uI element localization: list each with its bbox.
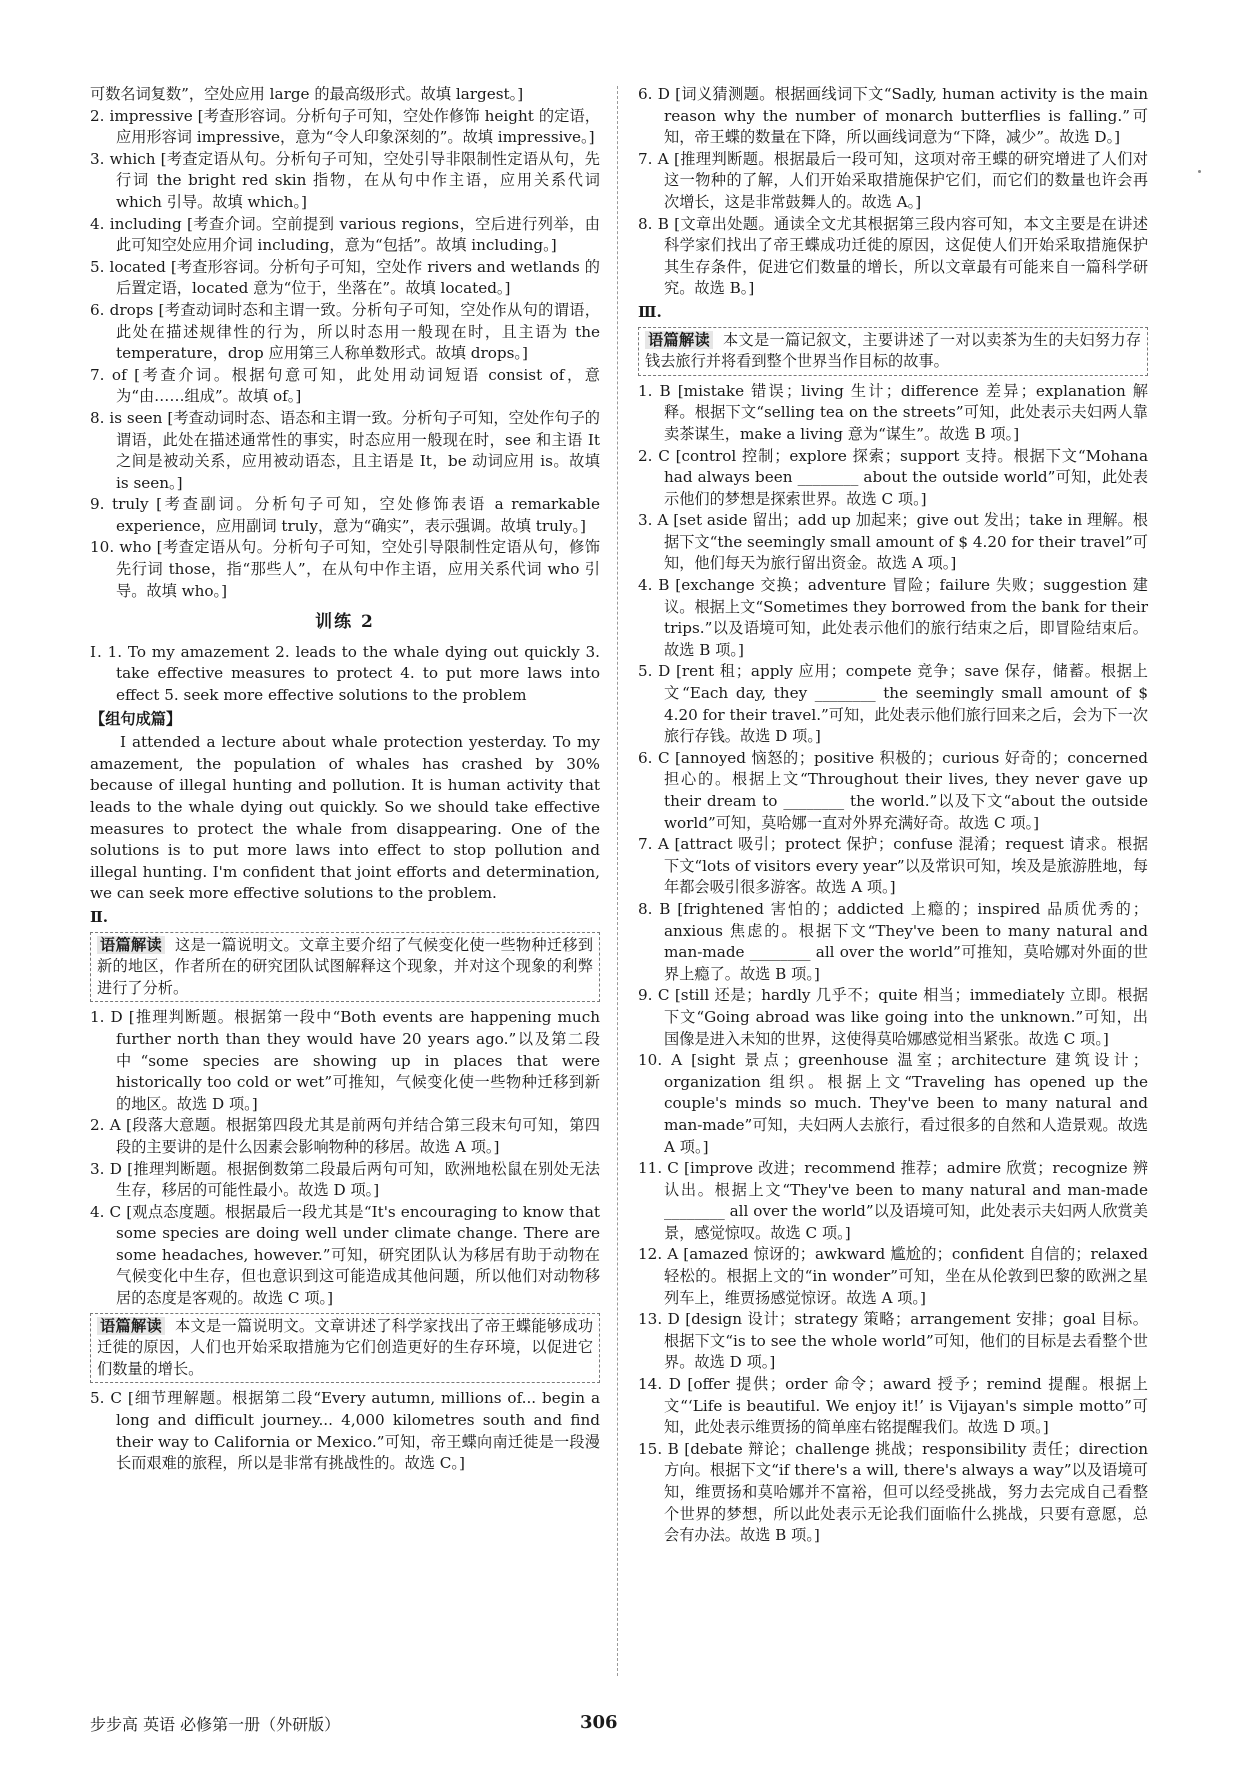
section-1-answers: Ⅰ. 1. To my amazement 2. leads to the whale dying out quickly 3. take effective measures to protect 4. to put more laws into effect 5. seek more effective solutions to the problem xyxy=(90,642,600,705)
reading-analysis-text: 本文是一篇说明文。文章讲述了科学家找出了帝王蝶能够成功迁徙的原因，人们也开始采取措施为它们创造更好的生存环境，以促进它们数量的增长。 xyxy=(97,1316,594,1378)
reading-analysis-tag: 语篇解读 xyxy=(97,936,165,954)
answer-item: 3. A [set aside 留出；add up 加起来；give out 发出；take in 理解。根据下文“the seemingly small amount of $ 4.20 for their travel”可知，他们每天为旅行留出资金。故选 A 项。] xyxy=(638,511,1148,573)
answer-item: 9. truly [考查副词。分析句子可知，空处修饰表语 a remarkable experience，应用副词 truly，意为“确实”，表示强调。故填 truly。] xyxy=(90,495,600,535)
answer-item: 6. drops [考查动词时态和主谓一致。分析句子可知，空处作从句的谓语，此处在描述规律性的行为，所以时态用一般现在时，且主语为 the temperature，drop 应用第三人称单数形式。故填 drops。] xyxy=(90,300,600,363)
answer-item: 5. located [考查形容词。分析句子可知，空处作 rivers and wetlands 的后置定语，located 意为“位于，坐落在”。故填 located。] xyxy=(90,257,600,298)
reading-analysis-tag: 语篇解读 xyxy=(645,331,713,349)
answer-item: 5. D [rent 租；apply 应用；compete 竞争；save 保存，储蓄。根据上文“Each day, they ________ the seemingly small amount of $ 4.20 for their travel.”可知，此处表示他们旅行回来之后，会为下一次旅行存钱。故选 D 项。] xyxy=(638,662,1148,746)
answer-item: 10. who [考查定语从句。分析句子可知，空处引导限制性定语从句，修饰先行词 those，指“那些人”，在从句中作主语，应用关系代词 who 引导。故填 who。] xyxy=(90,538,600,600)
roman-numeral-iii: Ⅲ. xyxy=(638,302,662,321)
margin-mark xyxy=(1198,170,1201,173)
answer-item: 5. C [细节理解题。根据第二段“Every autumn, millions of... begin a long and difficult journey... 4,000 kilometres south and find their way to California or Mexico.”可知，帝王蝶向南迁徙是一段漫长而艰难的旅程，所以是非常有挑战性的。故选 C。] xyxy=(90,1389,600,1473)
answer-continuation: 可数名词复数”，空处应用 large 的最高级形式。故填 largest。] xyxy=(90,85,524,103)
page-number: 306 xyxy=(580,1712,618,1733)
answer-item: 2. A [段落大意题。根据第四段尤其是前两句并结合第三段末句可知，第四段的主要讲的是什么因素会影响物种的移居。故选 A 项。] xyxy=(90,1116,600,1156)
answer-item: 12. A [amazed 惊讶的；awkward 尴尬的；confident 自信的；relaxed 轻松的。根据上文的“in wonder”可知，坐在从伦敦到巴黎的欧洲之星列车上，维贾扬感觉惊讶。故选 A 项。] xyxy=(638,1245,1148,1307)
answer-item: 11. C [improve 改进；recommend 推荐；admire 欣赏；recognize 辨认出。根据上文“They've been to many natural and man-made ________ all over the world”以及语境可知，此处表示夫妇两人欣赏美景，感觉惊叹。故选 C 项。] xyxy=(638,1159,1148,1242)
reading-analysis-text: 这是一篇说明文。文章主要介绍了气候变化使一些物种迁移到新的地区，作者所在的研究团队试图解释这个现象，并对这个现象的利弊进行了分析。 xyxy=(97,935,594,997)
answer-item: 4. C [观点态度题。根据最后一段尤其是“It's encouraging to know that some species are doing well under climate change. There are some headaches, however.”可知，研究团队认为移居有助于动物在气候变化中生存，但也意识到这可能造成其他问题，所以他们对动物移居的态度是客观的。故选 C 项。] xyxy=(90,1202,600,1308)
answer-list-reading-b-cont xyxy=(638,84,1148,300)
reading-analysis-box-2 xyxy=(90,1313,600,1384)
reading-analysis-box xyxy=(90,932,600,1003)
answer-item: 9. C [still 还是；hardly 几乎不；quite 相当；immediately 立即。根据下文“Going abroad was like going into the unknown.”可知，出国像是进入未知的世界，这使得莫哈娜感觉相当紧张。故选 C 项。] xyxy=(638,986,1148,1048)
answer-item: 4. B [exchange 交换；adventure 冒险；failure 失败；suggestion 建议。根据上文“Sometimes they borrowed from the bank for their trips.”以及语境可知，此处表示他们的旅行结束之后，即冒险结束后。故选 B 项。] xyxy=(638,576,1148,659)
answer-item: 6. D [词义猜测题。根据画线词下文“Sadly, human activity is the main reason why the number of monarch butterflies is falling.”可知，帝王蝶的数量在下降，所以画线词意为“下降，减少”。故选 D。] xyxy=(638,85,1148,147)
answer-item: 7. A [推理判断题。根据最后一段可知，这项对帝王蝶的研究增进了人们对这一物种的了解，人们开始采取措施保护它们，而它们的数量也许会再次增长，这是非常鼓舞人的。故选 A。] xyxy=(638,149,1148,211)
answer-item: 7. of [考查介词。根据句意可知，此处用动词短语 consist of，意为“由……组成”。故填 of。] xyxy=(90,365,600,406)
essay-title: 【组句成篇】 xyxy=(90,709,182,728)
answer-item: 4. including [考查介词。空前提到 various regions，空后进行列举，由此可知空处应用介词 including，意为“包括”。故填 including。] xyxy=(90,214,600,255)
reading-analysis-text: 本文是一篇记叙文，主要讲述了一对以卖茶为生的夫妇努力存钱去旅行并将看到整个世界当作目标的故事。 xyxy=(645,330,1142,371)
section-title: 训练 2 xyxy=(315,612,375,633)
right-column xyxy=(638,84,1148,1547)
reading-analysis-box-3 xyxy=(638,327,1148,376)
answer-item: 6. C [annoyed 恼怒的；positive 积极的；curious 好奇的；concerned 担心的。根据上文“Throughout their lives, they never gave up their dream to ________ the world.”以及下文“about the outside world”可知，莫哈娜一直对外界充满好奇。故选 C 项。] xyxy=(638,748,1148,832)
answer-item: 10. A [sight 景点；greenhouse 温室；architecture 建筑设计；organization 组织。根据上文“Traveling has opened up the couple's minds so much. They've been to many natural and man-made”可知，夫妇两人去旅行，看过很多的自然和人造景观。故选 A 项。] xyxy=(638,1051,1148,1156)
answer-item: 8. B [文章出处题。通读全文尤其根据第三段内容可知，本文主要是在讲述科学家们找出了帝王蝶成功迁徙的原因，这促使人们开始采取措施保护其生存条件，促进它们数量的增长，所以文章最有可能来自一篇科学研究。故选 B。] xyxy=(638,214,1148,298)
answer-item: 15. B [debate 辩论；challenge 挑战；responsibility 责任；direction 方向。根据下文“if there's a will, there's always a way”以及语境可知，维贾扬和莫哈娜并不富裕，但可以经受挑战，努力去完成自己看整个世界的梦想，所以此处表示无论我们面临什么挑战，只要有意愿，总会有办法。故选 B 项。] xyxy=(638,1439,1148,1545)
answer-item: 3. which [考查定语从句。分析句子可知，空处引导非限制性定语从句，先行词 the bright red skin 指物，在从句中作主语，应用关系代词 which 引导。故填 which。] xyxy=(90,149,600,211)
answer-list-cloze xyxy=(638,381,1148,1547)
answer-item: 8. is seen [考查动词时态、语态和主谓一致。分析句子可知，空处作句子的谓语，此处在描述通常性的事实，时态应用一般现在时，see 和主语 It 之间是被动关系，应用被动语态，且主语是 It，be 动词应用 is。故填 is seen。] xyxy=(90,408,600,492)
answer-item: 14. D [offer 提供；order 命令；award 授予；remind 提醒。根据上文“‘Life is beautiful. We enjoy it!’ is Vijayan's simple motto”可知，此处表示维贾扬的简单座右铭提醒我们。故选 D 项。] xyxy=(638,1375,1148,1437)
essay-text: I attended a lecture about whale protection yesterday. To my amazement, the population of whales has crashed by 30% because of illegal hunting and pollution. It is human activity that leads to the whale dying out quickly. So we should take effective measures to protect the whale from disappearing. One of the solutions is to put more laws into effect to stop pollution and illegal hunting. I'm confident that joint efforts and determination, we can seek more effective solutions to the problem. xyxy=(90,733,600,903)
answer-list-reading-b xyxy=(90,1388,600,1474)
answer-item: 13. D [design 设计；strategy 策略；arrangement 安排；goal 目标。根据下文“is to see the whole world”可知，他们的目标是去看整个世界。故选 D 项。] xyxy=(638,1310,1148,1372)
roman-numeral-ii: Ⅱ. xyxy=(90,907,109,926)
column-divider xyxy=(617,86,618,1676)
reading-analysis-tag: 语篇解读 xyxy=(97,1317,165,1335)
answer-item: 7. A [attract 吸引；protect 保护；confuse 混淆；request 请求。根据下文“lots of visitors every year”以及常识可知，埃及是旅游胜地，每年都会吸引很多游客。故选 A 项。] xyxy=(638,835,1148,897)
answer-item: 8. B [frightened 害怕的；addicted 上瘾的；inspired 品质优秀的；anxious 焦虑的。根据下文“They've been to many natural and man-made ________ all over the world”可推知，莫哈娜对外面的世界上瘾了。故选 B 项。] xyxy=(638,899,1148,983)
answer-list-reading-a xyxy=(90,1007,600,1309)
answer-item: 1. B [mistake 错误；living 生计；difference 差异；explanation 解释。根据下文“selling tea on the streets”可知，此处表示夫妇两人靠卖茶谋生，make a living 意为“谋生”。故选 B 项。] xyxy=(638,381,1148,443)
answer-item: 1. D [推理判断题。根据第一段中“Both events are happening much further north than they would have 20 years ago.”以及第二段中“some species are showing up in places that were historically too cold or wet”可推知，气候变化使一些物种迁移到新的地区。故选 D 项。] xyxy=(90,1008,600,1113)
answer-list-grammar xyxy=(90,106,600,603)
left-column xyxy=(90,84,600,1475)
answer-item: 2. C [control 控制；explore 探索；support 支持。根据下文“Mohana had always been ________ about the outside world”可知，此处表示他们的梦想是探索世界。故选 C 项。] xyxy=(638,446,1148,508)
footer-book-title: 步步高 英语 必修第一册（外研版） xyxy=(90,1715,341,1734)
answer-item: 3. D [推理判断题。根据倒数第二段最后两句可知，欧洲地松鼠在别处无法生存，移居的可能性最小。故选 D 项。] xyxy=(90,1159,600,1200)
answer-item: 2. impressive [考查形容词。分析句子可知，空处作修饰 height 的定语，应用形容词 impressive，意为“令人印象深刻的”。故填 impressive。] xyxy=(90,106,600,147)
